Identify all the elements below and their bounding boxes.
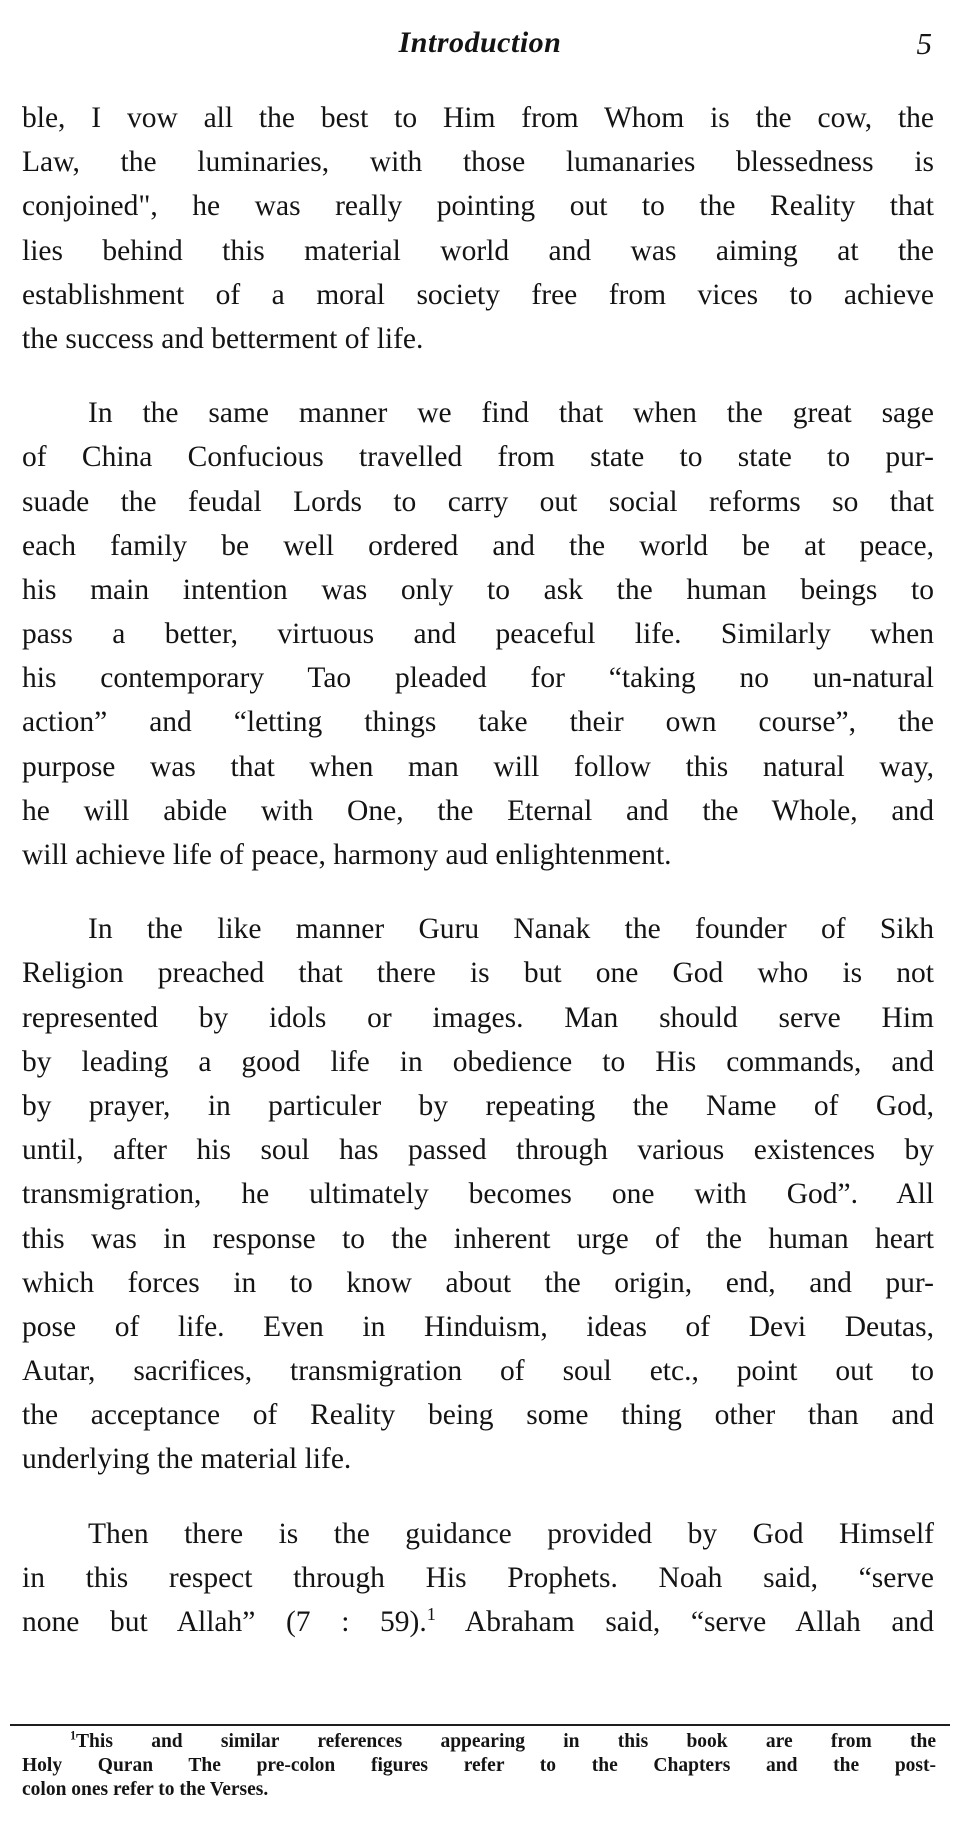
text-line: conjoined", he was really pointing out to the Reality that — [22, 190, 934, 223]
text-line: transmigration, he ultimately becomes one with God”. All — [22, 1178, 934, 1211]
text-line: this was in response to the inherent urge of the human heart — [22, 1222, 934, 1255]
text-line: action” and “letting things take their own course”, the — [22, 706, 934, 739]
text-line: of China Confucious travelled from state to state to pur- — [22, 441, 934, 474]
text-line: suade the feudal Lords to carry out social reforms so that — [22, 485, 934, 518]
footnote-line — [22, 1730, 936, 1754]
text-line: each family be well ordered and the world be at peace, — [22, 529, 934, 562]
footnote-text: This and similar references appearing in this book are from the — [76, 1731, 936, 1752]
text-line: his main intention was only to ask the human beings to — [22, 573, 934, 606]
body-text — [22, 96, 934, 1644]
footnote — [22, 1730, 936, 1802]
text-line: represented by idols or images. Man should serve Him — [22, 1001, 934, 1034]
footnote-line: colon ones refer to the Verses. — [22, 1779, 269, 1800]
text-line: ble, I vow all the best to Him from Whom is the cow, the — [22, 102, 934, 134]
text-line-with-footnote-ref — [22, 1600, 934, 1644]
text-line: the success and betterment of life. — [22, 322, 424, 355]
footnote-divider — [10, 1724, 950, 1726]
footnote-marker: 1 — [70, 1730, 77, 1743]
text-line: Religion preached that there is but one God who is not — [22, 957, 934, 990]
paragraph-prophets — [22, 1512, 934, 1645]
text-line: Then there is the guidance provided by God Himself — [88, 1517, 934, 1550]
text-line: lies behind this material world and was aiming at the — [22, 234, 934, 267]
footnote-reference: 1 — [426, 1604, 436, 1625]
paragraph-continuation — [22, 96, 934, 361]
text-line: by leading a good life in obedience to His commands, and — [22, 1045, 934, 1078]
running-title: Introduction — [398, 26, 562, 59]
text-line: Autar, sacrifices, transmigration of soul etc., point out to — [22, 1355, 934, 1388]
text-line: Law, the luminaries, with those lumanaries blessedness is — [22, 146, 934, 179]
text-line: In the same manner we find that when the great sage — [88, 397, 934, 430]
text-line: establishment of a moral society free from vices to achieve — [22, 278, 934, 311]
text-line: in this respect through His Prophets. Noah said, “serve — [22, 1561, 934, 1594]
footnote-line: Holy Quran The pre-colon figures refer to the Chapters and the post- — [22, 1755, 936, 1776]
page-number: 5 — [916, 26, 932, 61]
text-line: pass a better, virtuous and peaceful life. Similarly when — [22, 618, 934, 651]
text-segment: Abraham said, “serve Allah and — [435, 1606, 934, 1638]
text-line: he will abide with One, the Eternal and the Whole, and — [22, 794, 934, 827]
text-line: his contemporary Tao pleaded for “taking no un-natural — [22, 662, 934, 695]
text-line: In the like manner Guru Nanak the founder of Sikh — [88, 913, 934, 946]
paragraph-guru-nanak — [22, 907, 934, 1481]
text-line: the acceptance of Reality being some thing other than and — [22, 1399, 934, 1432]
text-line: which forces in to know about the origin, end, and pur- — [22, 1266, 934, 1299]
text-line: will achieve life of peace, harmony aud enlightenment. — [22, 839, 672, 871]
text-line: until, after his soul has passed through various existences by — [22, 1134, 934, 1167]
text-line: pose of life. Even in Hinduism, ideas of Devi Deutas, — [22, 1310, 934, 1343]
text-line: underlying the material life. — [22, 1443, 352, 1476]
text-line: purpose was that when man will follow this natural way, — [22, 750, 934, 783]
text-segment: none but Allah” (7 : 59). — [22, 1606, 427, 1638]
text-line: by prayer, in particuler by repeating the Name of God, — [22, 1089, 934, 1122]
paragraph-confucius — [22, 391, 934, 877]
